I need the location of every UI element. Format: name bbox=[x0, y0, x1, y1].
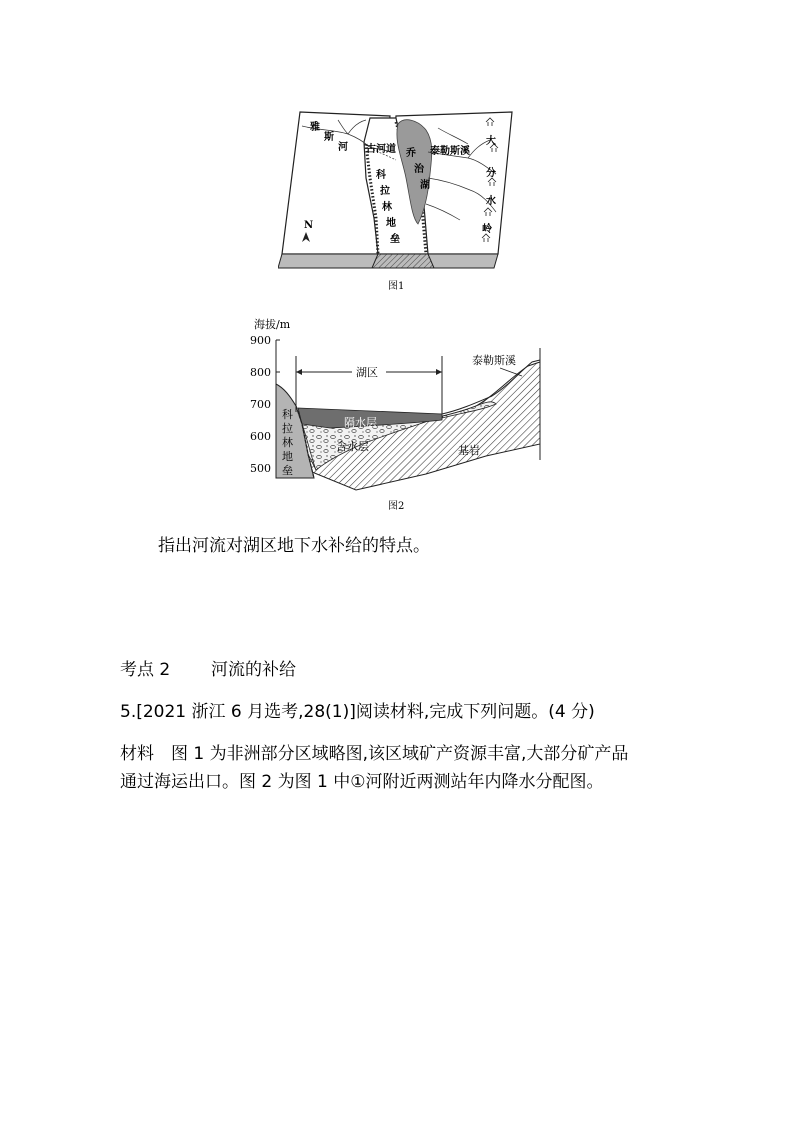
label-lin: 林 bbox=[382, 202, 392, 213]
figure-2-svg bbox=[246, 314, 550, 494]
figure-1-caption: 图1 bbox=[388, 281, 405, 292]
north-label: N bbox=[304, 220, 314, 231]
horst-label-la: 拉 bbox=[282, 422, 293, 435]
problem-title: 5.[2021 浙江 6 月选考,28(1)]阅读材料,完成下列问题。(4 分) bbox=[120, 702, 595, 722]
creek-leader bbox=[500, 368, 522, 376]
label-fen: 分 bbox=[486, 168, 496, 179]
label-zhi: 治 bbox=[414, 164, 424, 175]
arrow-head-right bbox=[436, 369, 442, 375]
label-di: 地 bbox=[386, 218, 396, 229]
label-lei: 垒 bbox=[390, 234, 400, 245]
aquiclude-label: 隔水层 bbox=[344, 416, 377, 429]
label-shui: 水 bbox=[486, 196, 496, 207]
label-si: 斯 bbox=[324, 132, 334, 143]
y-tick-600: 600 bbox=[250, 430, 271, 443]
label-ancient-channel: 古河道 bbox=[366, 144, 396, 155]
y-axis-label: 海拔/m bbox=[254, 318, 291, 331]
question-text: 指出河流对湖区地下水补给的特点。 bbox=[158, 536, 430, 556]
y-tick-500: 500 bbox=[250, 462, 271, 475]
figure-1-svg bbox=[278, 108, 518, 270]
label-ling: 岭 bbox=[482, 224, 492, 235]
label-la: 拉 bbox=[380, 186, 390, 197]
y-tick-900: 900 bbox=[250, 334, 271, 347]
horst-label-ke: 科 bbox=[282, 408, 293, 421]
label-ya: 雅 bbox=[310, 122, 320, 133]
horst-label-di: 地 bbox=[282, 450, 293, 463]
horst-label-lei: 垒 bbox=[282, 464, 293, 477]
figure-2-cross-section bbox=[246, 314, 550, 494]
label-he: 河 bbox=[338, 142, 348, 153]
label-da: 大 bbox=[486, 136, 496, 147]
y-tick-800: 800 bbox=[250, 366, 271, 379]
horst-label-lin: 林 bbox=[282, 436, 293, 449]
creek-label: 泰勒斯溪 bbox=[472, 354, 516, 367]
bedrock-label: 基岩 bbox=[458, 444, 480, 457]
horst-cross-section bbox=[372, 254, 434, 268]
label-ke: 科 bbox=[376, 170, 386, 181]
arrow-head-left bbox=[296, 369, 302, 375]
label-taylors-creek: 泰勒斯溪 bbox=[430, 146, 470, 157]
material-line-1: 材料 图 1 为非洲部分区域略图,该区域矿产资源丰富,大部分矿产品 bbox=[120, 744, 629, 764]
section-label: 考点 2 bbox=[120, 660, 171, 680]
lake-area-label: 湖区 bbox=[356, 366, 378, 379]
label-hu: 湖 bbox=[420, 180, 430, 191]
material-line-2: 通过海运出口。图 2 为图 1 中①河附近两测站年内降水分配图。 bbox=[120, 772, 604, 792]
figure-1-block-diagram bbox=[278, 108, 518, 270]
figure-2-caption: 图2 bbox=[388, 501, 405, 512]
aquifer-label: 含水层 bbox=[336, 440, 369, 453]
y-tick-700: 700 bbox=[250, 398, 271, 411]
section-title: 河流的补给 bbox=[211, 660, 296, 680]
label-qiao: 乔 bbox=[406, 148, 416, 159]
